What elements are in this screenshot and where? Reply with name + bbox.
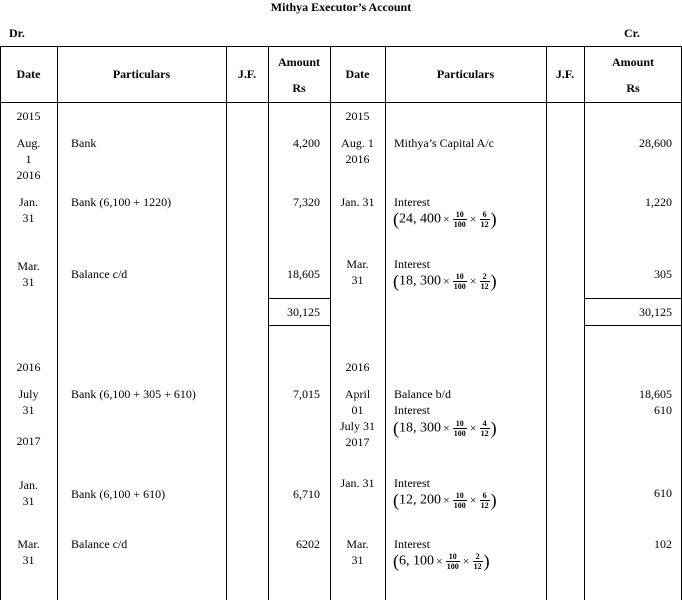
col-divider xyxy=(57,46,58,600)
denominator: 12 xyxy=(480,501,489,510)
denominator: 12 xyxy=(480,220,489,229)
close-paren: ) xyxy=(490,271,497,291)
debit-date: Aug. 1 2016 xyxy=(16,136,41,182)
credit-date: Jan. 31 xyxy=(340,476,375,490)
header-bottom-border xyxy=(0,102,682,103)
header-rs: Rs xyxy=(626,81,640,95)
formula-base: 6, 100 xyxy=(399,553,434,569)
header-date: Date xyxy=(345,67,370,81)
interest-formula xyxy=(393,209,497,230)
header-particulars: Particulars xyxy=(112,67,171,81)
col-divider xyxy=(330,46,331,600)
formula-base: 12, 200 xyxy=(399,492,441,508)
numerator: 2 xyxy=(480,272,490,282)
fraction xyxy=(480,491,490,510)
times-sign: × xyxy=(469,274,477,288)
account-title: Mithya Executor’s Account xyxy=(270,0,412,14)
open-paren: ( xyxy=(393,209,399,229)
credit-date: Mar. 31 xyxy=(346,537,369,567)
debit-amount: 7,015 xyxy=(293,387,320,401)
total-top-line xyxy=(268,298,330,299)
credit-amount: 18,605 610 xyxy=(639,387,672,417)
numerator: 2 xyxy=(473,552,483,562)
numerator: 10 xyxy=(446,552,460,562)
debit-amount: 30,125 xyxy=(287,305,320,319)
debit-date: Jan. 31 xyxy=(19,195,38,225)
cr-label: Cr. xyxy=(624,26,640,40)
numerator: 10 xyxy=(453,419,467,429)
debit-particulars: Bank (6,100 + 305 + 610) xyxy=(71,387,196,401)
fraction xyxy=(480,210,490,229)
header-rs: Rs xyxy=(292,81,306,95)
total-bottom-line xyxy=(268,325,330,326)
times-sign: × xyxy=(443,421,450,435)
credit-particulars: Interest xyxy=(394,537,430,551)
debit-date: 2017 xyxy=(16,434,41,448)
fraction xyxy=(453,210,467,229)
denominator: 100 xyxy=(453,501,466,510)
credit-date: Jan. 31 xyxy=(340,195,375,209)
times-sign: × xyxy=(436,554,443,568)
debit-particulars: Bank xyxy=(71,136,97,150)
open-paren: ( xyxy=(393,551,399,571)
denominator: 100 xyxy=(453,282,466,291)
times-sign: × xyxy=(469,212,477,226)
col-divider xyxy=(385,46,386,600)
col-divider xyxy=(584,46,585,600)
dr-label: Dr. xyxy=(9,26,25,40)
credit-amount: 610 xyxy=(654,486,672,500)
denominator: 100 xyxy=(453,220,466,229)
numerator: 6 xyxy=(480,491,490,501)
times-sign: × xyxy=(443,493,450,507)
open-paren: ( xyxy=(393,490,399,510)
fraction xyxy=(446,552,460,571)
header-jf: J.F. xyxy=(555,67,575,81)
credit-particulars: Interest xyxy=(394,195,430,209)
denominator: 100 xyxy=(446,562,459,571)
times-sign: × xyxy=(443,212,450,226)
credit-particulars: Interest xyxy=(394,257,430,271)
formula-base: 18, 300 xyxy=(399,273,441,289)
debit-particulars: Balance c/d xyxy=(71,267,128,281)
times-sign: × xyxy=(469,421,477,435)
debit-particulars: Balance c/d xyxy=(71,537,128,551)
formula-base: 24, 400 xyxy=(399,211,441,227)
credit-date: 2016 xyxy=(345,360,370,374)
credit-particulars: Mithya’s Capital A/c xyxy=(394,136,494,150)
numerator: 4 xyxy=(480,419,490,429)
close-paren: ) xyxy=(490,418,497,438)
fraction xyxy=(453,491,467,510)
top-border xyxy=(0,46,682,47)
numerator: 10 xyxy=(453,210,467,220)
interest-formula xyxy=(393,551,490,572)
times-sign: × xyxy=(462,554,470,568)
credit-particulars: Interest xyxy=(394,476,430,490)
header-date: Date xyxy=(16,67,41,81)
interest-formula xyxy=(393,271,497,292)
numerator: 10 xyxy=(453,491,467,501)
denominator: 100 xyxy=(453,429,466,438)
credit-amount: 1,220 xyxy=(645,195,672,209)
debit-date: Jan. 31 xyxy=(19,478,38,508)
times-sign: × xyxy=(443,274,450,288)
close-paren: ) xyxy=(490,490,497,510)
fraction xyxy=(473,552,483,571)
interest-formula xyxy=(393,490,497,511)
debit-date: Mar. 31 xyxy=(17,537,40,567)
debit-amount: 6,710 xyxy=(293,487,320,501)
header-particulars: Particulars xyxy=(436,67,495,81)
credit-date: 2015 xyxy=(345,109,370,123)
close-paren: ) xyxy=(483,551,490,571)
credit-date: April 01 July 31 2017 xyxy=(339,387,375,449)
close-paren: ) xyxy=(490,209,497,229)
debit-date: Mar. 31 xyxy=(17,259,40,289)
header-amount: Amount xyxy=(611,55,654,69)
numerator: 10 xyxy=(453,272,467,282)
col-divider xyxy=(268,46,269,600)
fraction xyxy=(453,272,467,291)
header-jf: J.F. xyxy=(237,67,257,81)
total-bottom-line xyxy=(584,325,682,326)
debit-date: 2016 xyxy=(16,360,41,374)
debit-amount: 6202 xyxy=(296,537,320,551)
formula-base: 18, 300 xyxy=(399,420,441,436)
credit-date: Mar. 31 xyxy=(346,257,369,287)
times-sign: × xyxy=(469,493,477,507)
header-amount: Amount xyxy=(277,55,320,69)
fraction xyxy=(453,419,467,438)
credit-amount: 305 xyxy=(654,267,672,281)
interest-formula xyxy=(393,418,497,439)
debit-amount: 4,200 xyxy=(293,136,320,150)
debit-amount: 7,320 xyxy=(293,195,320,209)
debit-date: 2015 xyxy=(16,109,41,123)
total-top-line xyxy=(584,298,682,299)
debit-particulars: Bank (6,100 + 1220) xyxy=(71,195,172,209)
credit-amount: 28,600 xyxy=(639,136,672,150)
denominator: 12 xyxy=(480,282,489,291)
debit-date: July 31 xyxy=(18,387,39,417)
credit-amount: 30,125 xyxy=(639,305,672,319)
debit-particulars: Bank (6,100 + 610) xyxy=(71,487,166,501)
open-paren: ( xyxy=(393,418,399,438)
credit-amount: 102 xyxy=(654,537,672,551)
col-divider xyxy=(546,46,547,600)
denominator: 12 xyxy=(473,562,482,571)
denominator: 12 xyxy=(480,429,489,438)
fraction xyxy=(480,272,490,291)
left-border xyxy=(0,46,1,600)
numerator: 6 xyxy=(480,210,490,220)
credit-particulars: Balance b/d Interest xyxy=(394,387,451,417)
open-paren: ( xyxy=(393,271,399,291)
col-divider xyxy=(226,46,227,600)
debit-amount: 18,605 xyxy=(287,267,320,281)
credit-date: Aug. 1 2016 xyxy=(341,136,374,166)
fraction xyxy=(480,419,490,438)
